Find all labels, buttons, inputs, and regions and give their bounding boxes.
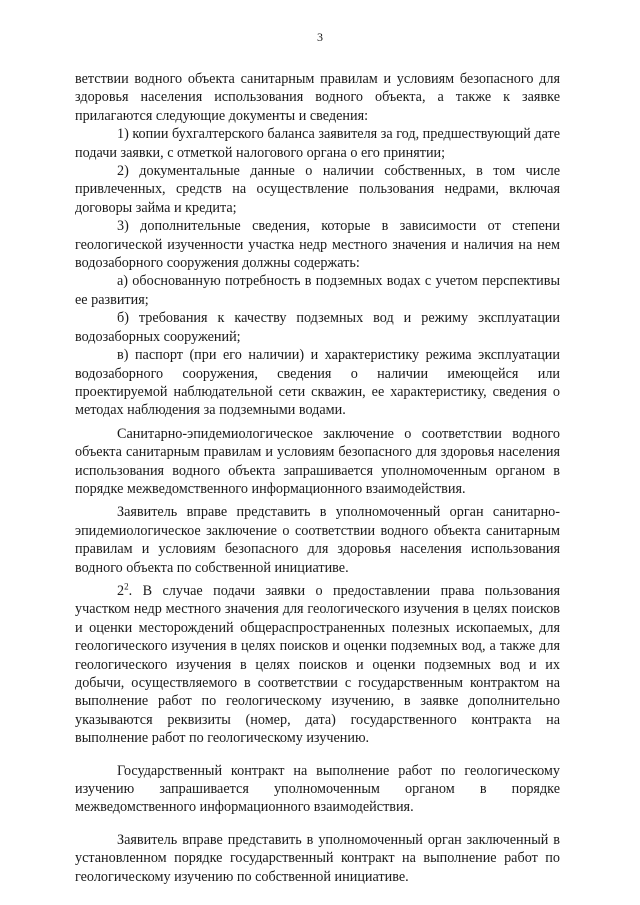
section-number: 2 [117,582,125,599]
paragraph-continuation: ветствии водного объекта санитарным правилам и условиям безопасного для здоровья населения использования водного объекта, а также к заявке прилагаются следующие документы и сведения: [75,71,560,124]
list-item-2: 2) документальные данные о наличии собственных, в том числе привлеченных, средств на осуществление пользования недрами, включая договоры займа и кредита; [75,163,560,216]
section-superscript: 2 [124,581,129,592]
sub-item-c: в) паспорт (при его наличии) и характеристику режима эксплуатации водозаборного сооружения, сведения о наличии имеющейся или проектируемой наблюдательной сети скважин, ее характеристику, сведения о методах наблюдения за подземными водами. [75,347,560,419]
paragraph-sanitary-conclusion: Санитарно-эпидемиологическое заключение о соответствии водного объекта санитарным правилам и условиям безопасного для здоровья населения использования водного объекта запрашивается уполномоченным органом в порядке межведомственного информационного взаимодействия. [75,425,560,497]
document-body [75,70,560,886]
paragraph-applicant-right-1: Заявитель вправе представить в уполномоченный орган санитарно-эпидемиологическое заключение о соответствии водного объекта санитарным правилам и условиям безопасного для здоровья населения использования водного объекта по собственной инициативе. [75,504,560,576]
page-number: 3 [317,30,323,44]
list-item-3: 3) дополнительные сведения, которые в зависимости от степени геологической изученности участка недр местного значения и наличия на нем водозаборного сооружения должны содержать: [75,218,560,272]
section-2-2 [75,582,560,748]
section-text: . В случае подачи заявки о предоставлении права пользования участком недр местного значения для геологического изучения в целях поисков и оценки месторождений общераспространенных полезных ископаемых, для геологического изучения в целях поисков и оценки подземных вод, а также для геологического изучения в целях поисков и оценки подземных вод и их добычи, осуществляемого в соответствии с государственным контрактом на выполнение работ по геологическому изучению, в заявке дополнительно указываются реквизиты (номер, дата) государственного контракта на выполнение работ по геологическому изучению. [75,582,560,747]
sub-item-b: б) требования к качеству подземных вод и режиму эксплуатации водозаборных сооружений; [75,310,560,345]
paragraph-applicant-right-2: Заявитель вправе представить в уполномоченный орган заключенный в установленном порядке государственный контракт на выполнение работ по геологическому изучению по собственной инициативе. [75,831,560,885]
list-item-1: 1) копии бухгалтерского баланса заявителя за год, предшествующий дате подачи заявки, с отметкой налогового органа о его принятии; [75,126,560,161]
sub-item-a: а) обоснованную потребность в подземных водах с учетом перспективы ее развития; [75,273,560,308]
paragraph-state-contract: Государственный контракт на выполнение работ по геологическому изучению запрашивается уполномоченным органом в порядке межведомственного информационного взаимодействия. [75,762,560,816]
